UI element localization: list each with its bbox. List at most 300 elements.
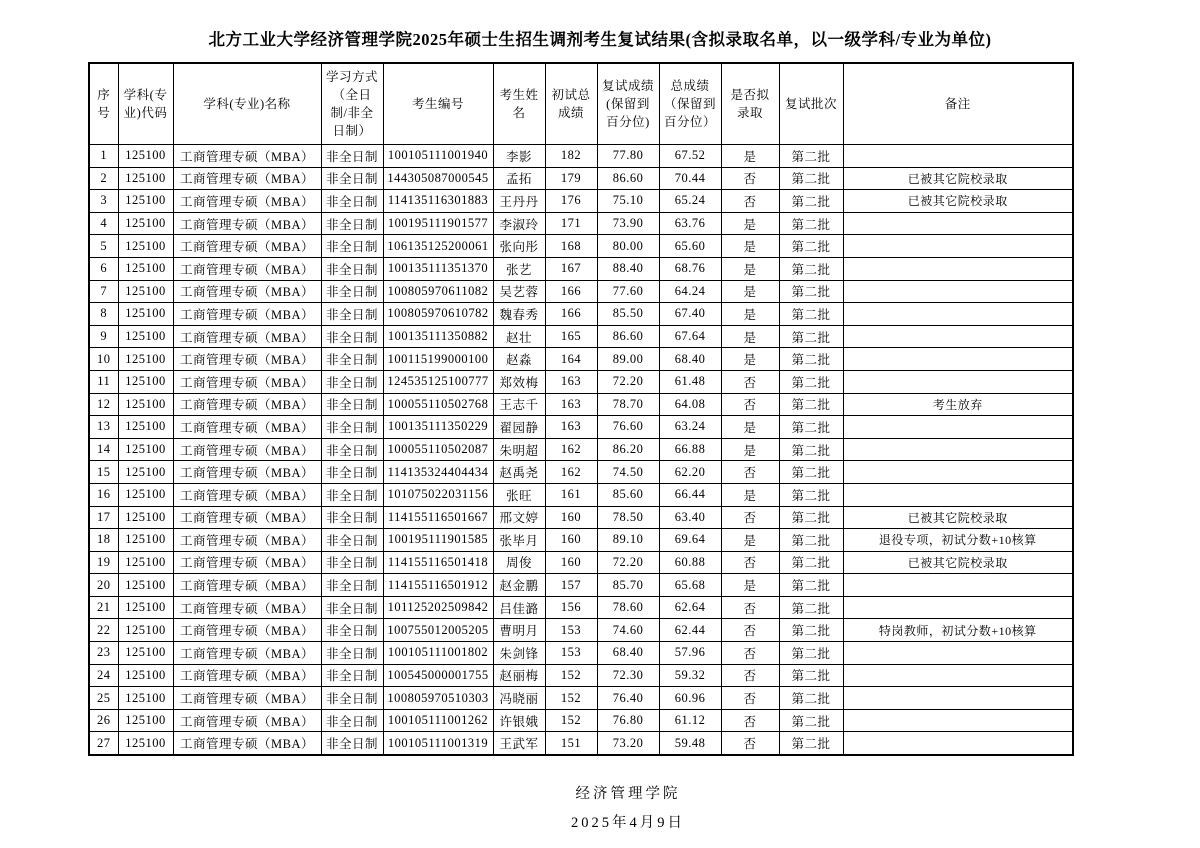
batch-cell: 第二批 [779,212,843,235]
total-score-cell: 63.76 [659,212,721,235]
candidate-name-cell: 李淑玲 [493,212,545,235]
batch-cell: 第二批 [779,303,843,326]
candidate-id-cell: 114155116501912 [383,574,493,597]
admitted-cell: 否 [721,190,779,213]
major-name-cell: 工商管理专硕（MBA） [173,664,321,687]
total-score-cell: 66.44 [659,483,721,506]
admitted-cell: 否 [721,732,779,755]
candidate-name-cell: 王丹丹 [493,190,545,213]
serial-cell: 6 [89,257,118,280]
study-mode-cell: 非全日制 [321,642,383,665]
study-mode-cell: 非全日制 [321,167,383,190]
candidate-name-cell: 张毕月 [493,529,545,552]
major-name-cell: 工商管理专硕（MBA） [173,438,321,461]
candidate-name-cell: 邢文婷 [493,506,545,529]
major-code-cell: 125100 [118,257,173,280]
candidate-name-cell: 魏春秀 [493,303,545,326]
major-name-cell: 工商管理专硕（MBA） [173,190,321,213]
candidate-name-cell: 赵金鹏 [493,574,545,597]
serial-cell: 7 [89,280,118,303]
admitted-cell: 否 [721,551,779,574]
initial-score-cell: 160 [545,529,597,552]
candidate-name-cell: 冯晓丽 [493,687,545,710]
admitted-cell: 是 [721,325,779,348]
results-table-header [89,63,1073,145]
initial-score-cell: 171 [545,212,597,235]
candidate-name-cell: 赵淼 [493,348,545,371]
retest-score-cell: 85.50 [597,303,659,326]
total-score-cell: 57.96 [659,642,721,665]
remark-cell [843,348,1073,371]
candidate-id-cell: 114155116501667 [383,506,493,529]
total-score-cell: 64.24 [659,280,721,303]
remark-cell [843,596,1073,619]
candidate-name-cell: 张旺 [493,483,545,506]
batch-cell: 第二批 [779,280,843,303]
major-code-cell: 125100 [118,212,173,235]
initial-score-cell: 157 [545,574,597,597]
initial-score-cell: 162 [545,461,597,484]
total-score-cell: 61.12 [659,709,721,732]
major-name-cell: 工商管理专硕（MBA） [173,348,321,371]
admitted-cell: 否 [721,370,779,393]
candidate-name-cell: 张向彤 [493,235,545,258]
major-code-cell: 125100 [118,664,173,687]
candidate-id-cell: 100135111351370 [383,257,493,280]
major-name-cell: 工商管理专硕（MBA） [173,416,321,439]
candidate-id-cell: 100805970610782 [383,303,493,326]
table-row [89,642,1073,665]
retest-score-cell: 80.00 [597,235,659,258]
major-code-cell: 125100 [118,642,173,665]
total-score-cell: 66.88 [659,438,721,461]
retest-score-cell: 86.60 [597,325,659,348]
major-name-cell: 工商管理专硕（MBA） [173,461,321,484]
remark-cell [843,235,1073,258]
initial-score-cell: 166 [545,303,597,326]
admitted-cell: 是 [721,235,779,258]
major-name-cell: 工商管理专硕（MBA） [173,709,321,732]
batch-cell: 第二批 [779,416,843,439]
retest-score-cell: 86.60 [597,167,659,190]
study-mode-cell: 非全日制 [321,145,383,168]
total-score-cell: 68.76 [659,257,721,280]
candidate-name-cell: 朱剑锋 [493,642,545,665]
admitted-cell: 是 [721,212,779,235]
initial-score-cell: 152 [545,664,597,687]
admitted-cell: 否 [721,461,779,484]
col-header-total-score: 总成绩（保留到百分位） [659,63,721,145]
major-code-cell: 125100 [118,370,173,393]
candidate-id-cell: 100135111350882 [383,325,493,348]
candidate-id-cell: 100755012005205 [383,619,493,642]
table-row [89,416,1073,439]
footer-date: 2025年4月9日 [571,815,685,832]
total-score-cell: 64.08 [659,393,721,416]
retest-score-cell: 74.60 [597,619,659,642]
candidate-id-cell: 100805970510303 [383,687,493,710]
table-row [89,461,1073,484]
serial-cell: 8 [89,303,118,326]
major-code-cell: 125100 [118,619,173,642]
serial-cell: 23 [89,642,118,665]
candidate-name-cell: 王志千 [493,393,545,416]
major-code-cell: 125100 [118,393,173,416]
batch-cell: 第二批 [779,461,843,484]
page-title: 北方工业大学经济管理学院2025年硕士生招生调剂考生复试结果(含拟录取名单，以一级学科/专业为单位) [208,30,992,49]
table-row [89,303,1073,326]
admitted-cell: 是 [721,529,779,552]
batch-cell: 第二批 [779,190,843,213]
candidate-name-cell: 赵壮 [493,325,545,348]
admitted-cell: 否 [721,596,779,619]
serial-cell: 9 [89,325,118,348]
col-header-major-code: 学科(专业)代码 [118,63,173,145]
major-name-cell: 工商管理专硕（MBA） [173,596,321,619]
study-mode-cell: 非全日制 [321,348,383,371]
candidate-id-cell: 144305087000545 [383,167,493,190]
candidate-id-cell: 100195111901577 [383,212,493,235]
remark-cell [843,461,1073,484]
candidate-name-cell: 王武军 [493,732,545,755]
major-code-cell: 125100 [118,145,173,168]
admitted-cell: 否 [721,664,779,687]
col-header-study-mode: 学习方式（全日制/非全日制） [321,63,383,145]
serial-cell: 11 [89,370,118,393]
admitted-cell: 是 [721,348,779,371]
table-row [89,709,1073,732]
table-row [89,596,1073,619]
initial-score-cell: 163 [545,393,597,416]
study-mode-cell: 非全日制 [321,551,383,574]
batch-cell: 第二批 [779,235,843,258]
admitted-cell: 否 [721,167,779,190]
remark-cell [843,483,1073,506]
major-name-cell: 工商管理专硕（MBA） [173,212,321,235]
col-header-retest-score: 复试成绩(保留到百分位) [597,63,659,145]
total-score-cell: 60.96 [659,687,721,710]
candidate-name-cell: 曹明月 [493,619,545,642]
remark-cell: 退役专项，初试分数+10核算 [843,529,1073,552]
batch-cell: 第二批 [779,167,843,190]
serial-cell: 27 [89,732,118,755]
initial-score-cell: 165 [545,325,597,348]
initial-score-cell: 161 [545,483,597,506]
candidate-name-cell: 许银娥 [493,709,545,732]
batch-cell: 第二批 [779,348,843,371]
major-code-cell: 125100 [118,325,173,348]
initial-score-cell: 176 [545,190,597,213]
total-score-cell: 65.68 [659,574,721,597]
col-header-retest-batch: 复试批次 [779,63,843,145]
initial-score-cell: 153 [545,642,597,665]
initial-score-cell: 163 [545,370,597,393]
study-mode-cell: 非全日制 [321,325,383,348]
candidate-id-cell: 100135111350229 [383,416,493,439]
study-mode-cell: 非全日制 [321,416,383,439]
col-header-initial-score: 初试总成绩 [545,63,597,145]
major-name-cell: 工商管理专硕（MBA） [173,642,321,665]
remark-cell [843,732,1073,755]
initial-score-cell: 164 [545,348,597,371]
study-mode-cell: 非全日制 [321,709,383,732]
initial-score-cell: 167 [545,257,597,280]
initial-score-cell: 168 [545,235,597,258]
col-header-serial: 序号 [89,63,118,145]
major-code-cell: 125100 [118,348,173,371]
major-code-cell: 125100 [118,303,173,326]
remark-cell [843,574,1073,597]
results-table [88,62,1074,756]
major-name-cell: 工商管理专硕（MBA） [173,370,321,393]
candidate-id-cell: 114155116501418 [383,551,493,574]
major-name-cell: 工商管理专硕（MBA） [173,619,321,642]
initial-score-cell: 166 [545,280,597,303]
batch-cell: 第二批 [779,732,843,755]
total-score-cell: 68.40 [659,348,721,371]
major-code-cell: 125100 [118,280,173,303]
total-score-cell: 60.88 [659,551,721,574]
table-row [89,664,1073,687]
total-score-cell: 67.40 [659,303,721,326]
initial-score-cell: 179 [545,167,597,190]
retest-score-cell: 88.40 [597,257,659,280]
remark-cell [843,664,1073,687]
candidate-name-cell: 朱明超 [493,438,545,461]
serial-cell: 16 [89,483,118,506]
remark-cell [843,257,1073,280]
candidate-id-cell: 100105111001802 [383,642,493,665]
major-name-cell: 工商管理专硕（MBA） [173,506,321,529]
candidate-id-cell: 114135116301883 [383,190,493,213]
major-name-cell: 工商管理专硕（MBA） [173,325,321,348]
total-score-cell: 62.44 [659,619,721,642]
candidate-name-cell: 周俊 [493,551,545,574]
batch-cell: 第二批 [779,257,843,280]
batch-cell: 第二批 [779,325,843,348]
study-mode-cell: 非全日制 [321,461,383,484]
candidate-name-cell: 吕佳潞 [493,596,545,619]
candidate-id-cell: 100105111001319 [383,732,493,755]
table-row [89,257,1073,280]
total-score-cell: 63.24 [659,416,721,439]
total-score-cell: 70.44 [659,167,721,190]
candidate-id-cell: 101075022031156 [383,483,493,506]
batch-cell: 第二批 [779,370,843,393]
total-score-cell: 65.60 [659,235,721,258]
col-header-remark: 备注 [843,63,1073,145]
major-code-cell: 125100 [118,483,173,506]
retest-score-cell: 68.40 [597,642,659,665]
remark-cell [843,416,1073,439]
retest-score-cell: 77.80 [597,145,659,168]
candidate-id-cell: 124535125100777 [383,370,493,393]
total-score-cell: 67.52 [659,145,721,168]
table-row [89,370,1073,393]
results-table-body [89,145,1073,756]
admitted-cell: 否 [721,619,779,642]
retest-score-cell: 85.60 [597,483,659,506]
serial-cell: 4 [89,212,118,235]
remark-cell: 已被其它院校录取 [843,190,1073,213]
initial-score-cell: 153 [545,619,597,642]
major-code-cell: 125100 [118,596,173,619]
serial-cell: 20 [89,574,118,597]
table-row [89,280,1073,303]
study-mode-cell: 非全日制 [321,732,383,755]
remark-cell [843,212,1073,235]
total-score-cell: 59.48 [659,732,721,755]
remark-cell: 已被其它院校录取 [843,167,1073,190]
total-score-cell: 67.64 [659,325,721,348]
col-header-candidate-id: 考生编号 [383,63,493,145]
major-code-cell: 125100 [118,506,173,529]
admitted-cell: 否 [721,642,779,665]
candidate-id-cell: 100195111901585 [383,529,493,552]
candidate-name-cell: 翟园静 [493,416,545,439]
major-name-cell: 工商管理专硕（MBA） [173,732,321,755]
initial-score-cell: 151 [545,732,597,755]
table-row [89,348,1073,371]
retest-score-cell: 72.30 [597,664,659,687]
admitted-cell: 是 [721,257,779,280]
candidate-name-cell: 孟拓 [493,167,545,190]
initial-score-cell: 152 [545,709,597,732]
total-score-cell: 59.32 [659,664,721,687]
admitted-cell: 是 [721,145,779,168]
admitted-cell: 否 [721,393,779,416]
candidate-id-cell: 100105111001940 [383,145,493,168]
total-score-cell: 63.40 [659,506,721,529]
study-mode-cell: 非全日制 [321,280,383,303]
major-code-cell: 125100 [118,438,173,461]
batch-cell: 第二批 [779,642,843,665]
serial-cell: 22 [89,619,118,642]
serial-cell: 12 [89,393,118,416]
study-mode-cell: 非全日制 [321,212,383,235]
serial-cell: 21 [89,596,118,619]
batch-cell: 第二批 [779,574,843,597]
study-mode-cell: 非全日制 [321,235,383,258]
admitted-cell: 是 [721,574,779,597]
study-mode-cell: 非全日制 [321,393,383,416]
serial-cell: 18 [89,529,118,552]
major-code-cell: 125100 [118,709,173,732]
retest-score-cell: 72.20 [597,370,659,393]
major-code-cell: 125100 [118,235,173,258]
candidate-name-cell: 赵禹尧 [493,461,545,484]
major-code-cell: 125100 [118,574,173,597]
major-name-cell: 工商管理专硕（MBA） [173,551,321,574]
major-name-cell: 工商管理专硕（MBA） [173,235,321,258]
batch-cell: 第二批 [779,619,843,642]
retest-score-cell: 76.80 [597,709,659,732]
major-name-cell: 工商管理专硕（MBA） [173,574,321,597]
study-mode-cell: 非全日制 [321,257,383,280]
study-mode-cell: 非全日制 [321,190,383,213]
header-row [89,63,1073,145]
col-header-candidate-name: 考生姓名 [493,63,545,145]
remark-cell [843,438,1073,461]
total-score-cell: 62.20 [659,461,721,484]
retest-score-cell: 89.00 [597,348,659,371]
table-row [89,438,1073,461]
table-row [89,145,1073,168]
table-row [89,483,1073,506]
major-name-cell: 工商管理专硕（MBA） [173,145,321,168]
initial-score-cell: 162 [545,438,597,461]
initial-score-cell: 160 [545,551,597,574]
col-header-admitted: 是否拟录取 [721,63,779,145]
document-footer [0,780,1200,838]
batch-cell: 第二批 [779,551,843,574]
remark-cell [843,370,1073,393]
admitted-cell: 否 [721,687,779,710]
batch-cell: 第二批 [779,529,843,552]
table-row [89,687,1073,710]
study-mode-cell: 非全日制 [321,483,383,506]
major-code-cell: 125100 [118,687,173,710]
initial-score-cell: 182 [545,145,597,168]
remark-cell [843,325,1073,348]
serial-cell: 24 [89,664,118,687]
study-mode-cell: 非全日制 [321,596,383,619]
retest-score-cell: 78.70 [597,393,659,416]
serial-cell: 25 [89,687,118,710]
candidate-id-cell: 100055110502087 [383,438,493,461]
table-row [89,574,1073,597]
table-row [89,619,1073,642]
serial-cell: 10 [89,348,118,371]
admitted-cell: 是 [721,280,779,303]
batch-cell: 第二批 [779,664,843,687]
retest-score-cell: 74.50 [597,461,659,484]
retest-score-cell: 75.10 [597,190,659,213]
major-name-cell: 工商管理专硕（MBA） [173,167,321,190]
serial-cell: 13 [89,416,118,439]
retest-score-cell: 86.20 [597,438,659,461]
initial-score-cell: 152 [545,687,597,710]
major-code-cell: 125100 [118,167,173,190]
batch-cell: 第二批 [779,596,843,619]
candidate-name-cell: 张艺 [493,257,545,280]
major-name-cell: 工商管理专硕（MBA） [173,280,321,303]
batch-cell: 第二批 [779,506,843,529]
candidate-id-cell: 100115199000100 [383,348,493,371]
serial-cell: 5 [89,235,118,258]
study-mode-cell: 非全日制 [321,303,383,326]
total-score-cell: 61.48 [659,370,721,393]
candidate-id-cell: 114135324404434 [383,461,493,484]
remark-cell: 已被其它院校录取 [843,506,1073,529]
table-row [89,190,1073,213]
retest-score-cell: 73.90 [597,212,659,235]
candidate-name-cell: 郑效梅 [493,370,545,393]
retest-score-cell: 73.20 [597,732,659,755]
batch-cell: 第二批 [779,438,843,461]
candidate-id-cell: 100545000001755 [383,664,493,687]
batch-cell: 第二批 [779,145,843,168]
serial-cell: 2 [89,167,118,190]
study-mode-cell: 非全日制 [321,664,383,687]
major-name-cell: 工商管理专硕（MBA） [173,483,321,506]
candidate-name-cell: 吴艺蓉 [493,280,545,303]
table-row [89,325,1073,348]
serial-cell: 19 [89,551,118,574]
remark-cell [843,709,1073,732]
remark-cell: 考生放弃 [843,393,1073,416]
major-code-cell: 125100 [118,461,173,484]
